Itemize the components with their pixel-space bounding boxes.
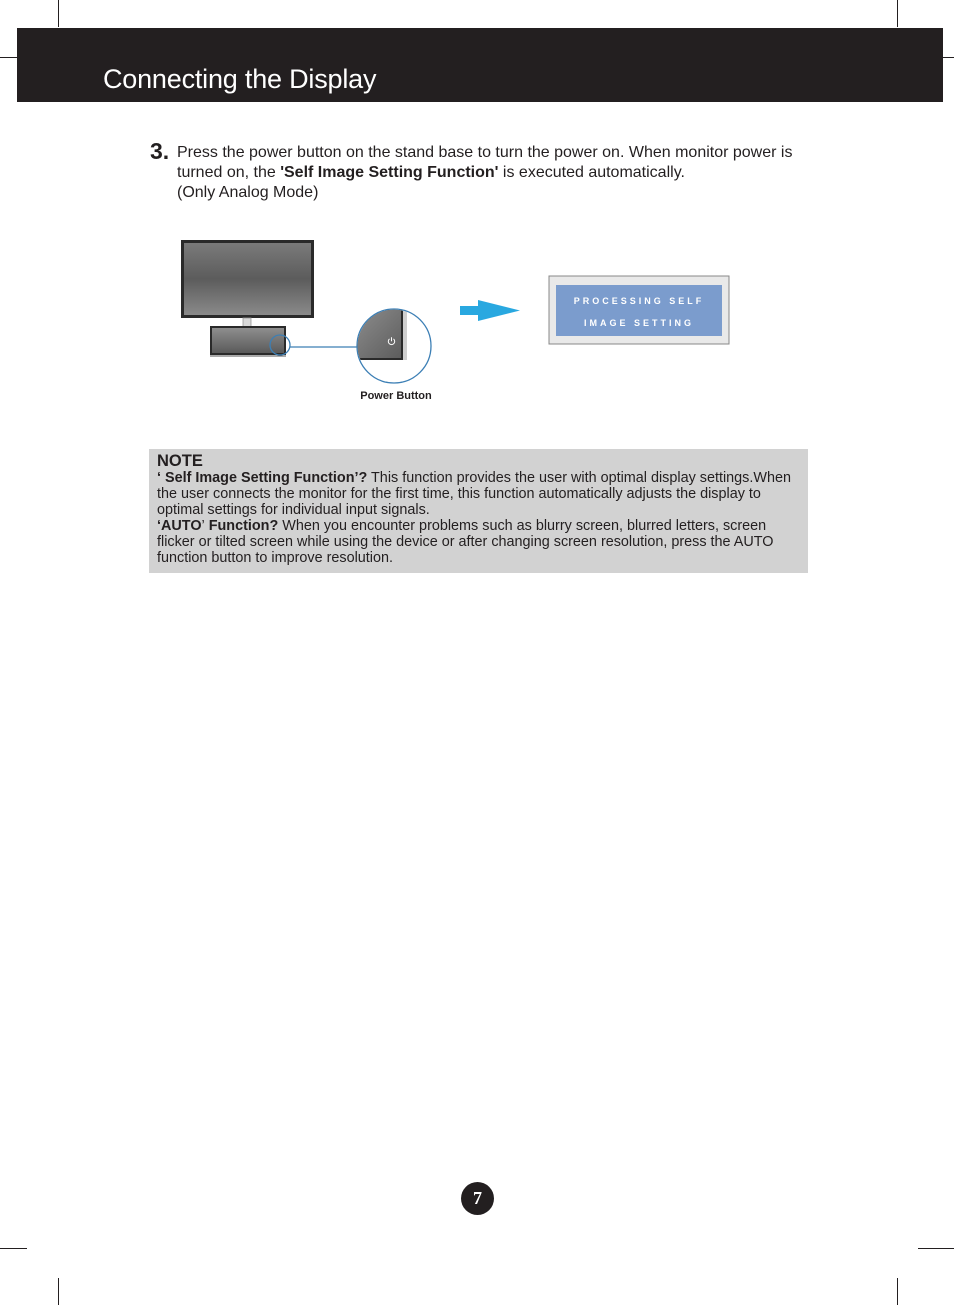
osd-text-line-1: PROCESSING SELF <box>573 296 705 306</box>
page-number: 7 <box>461 1182 494 1215</box>
monitor-icon <box>181 240 314 356</box>
note-p2-heading-a: ‘AUTO <box>157 518 202 534</box>
note-paragraph-1 <box>157 470 800 518</box>
step-text-before: Press the power button on the stand base to turn the power on. When monitor power is turned on, the <box>177 144 793 181</box>
power-on-illustration <box>170 230 750 420</box>
page-title: Connecting the Display <box>103 64 377 94</box>
note-p2-text: When you encounter problems such as blurry screen, blurred letters, screen flicker or tilted screen while using the device or after changing screen resolution, press the AUTO function button to improve resolution. <box>157 518 774 566</box>
crop-mark <box>0 57 18 58</box>
page-header <box>17 28 943 102</box>
note-p1-heading: ‘ Self Image Setting Function’? <box>157 470 368 486</box>
crop-mark <box>58 1278 59 1305</box>
step-text <box>177 143 817 203</box>
crop-mark <box>897 0 898 27</box>
note-p2-heading-b: Function? <box>204 518 279 534</box>
note-box <box>149 449 808 573</box>
note-p1-text: This function provides the user with optimal display settings.When the user connects the monitor for the first time, this function automatically adjusts the display to optimal settings for individual input signals. <box>157 470 791 518</box>
note-title: NOTE <box>157 452 203 470</box>
step-text-after: is executed automatically. <box>498 164 685 181</box>
osd-text-line-2: IMAGE SETTING <box>583 318 694 328</box>
crop-mark <box>918 1248 954 1249</box>
note-p2-quote: ’ <box>201 518 205 534</box>
note-paragraph-2 <box>157 518 800 566</box>
power-button-label: Power Button <box>360 390 432 402</box>
crop-mark <box>58 0 59 27</box>
step-text-bold: 'Self Image Setting Function' <box>280 164 499 181</box>
crop-mark <box>0 1248 27 1249</box>
crop-mark <box>897 1278 898 1305</box>
osd-screen <box>549 276 729 344</box>
arrow-right-icon <box>460 300 520 321</box>
step-text-mode: (Only Analog Mode) <box>177 184 319 201</box>
step-number: 3. <box>150 138 170 164</box>
